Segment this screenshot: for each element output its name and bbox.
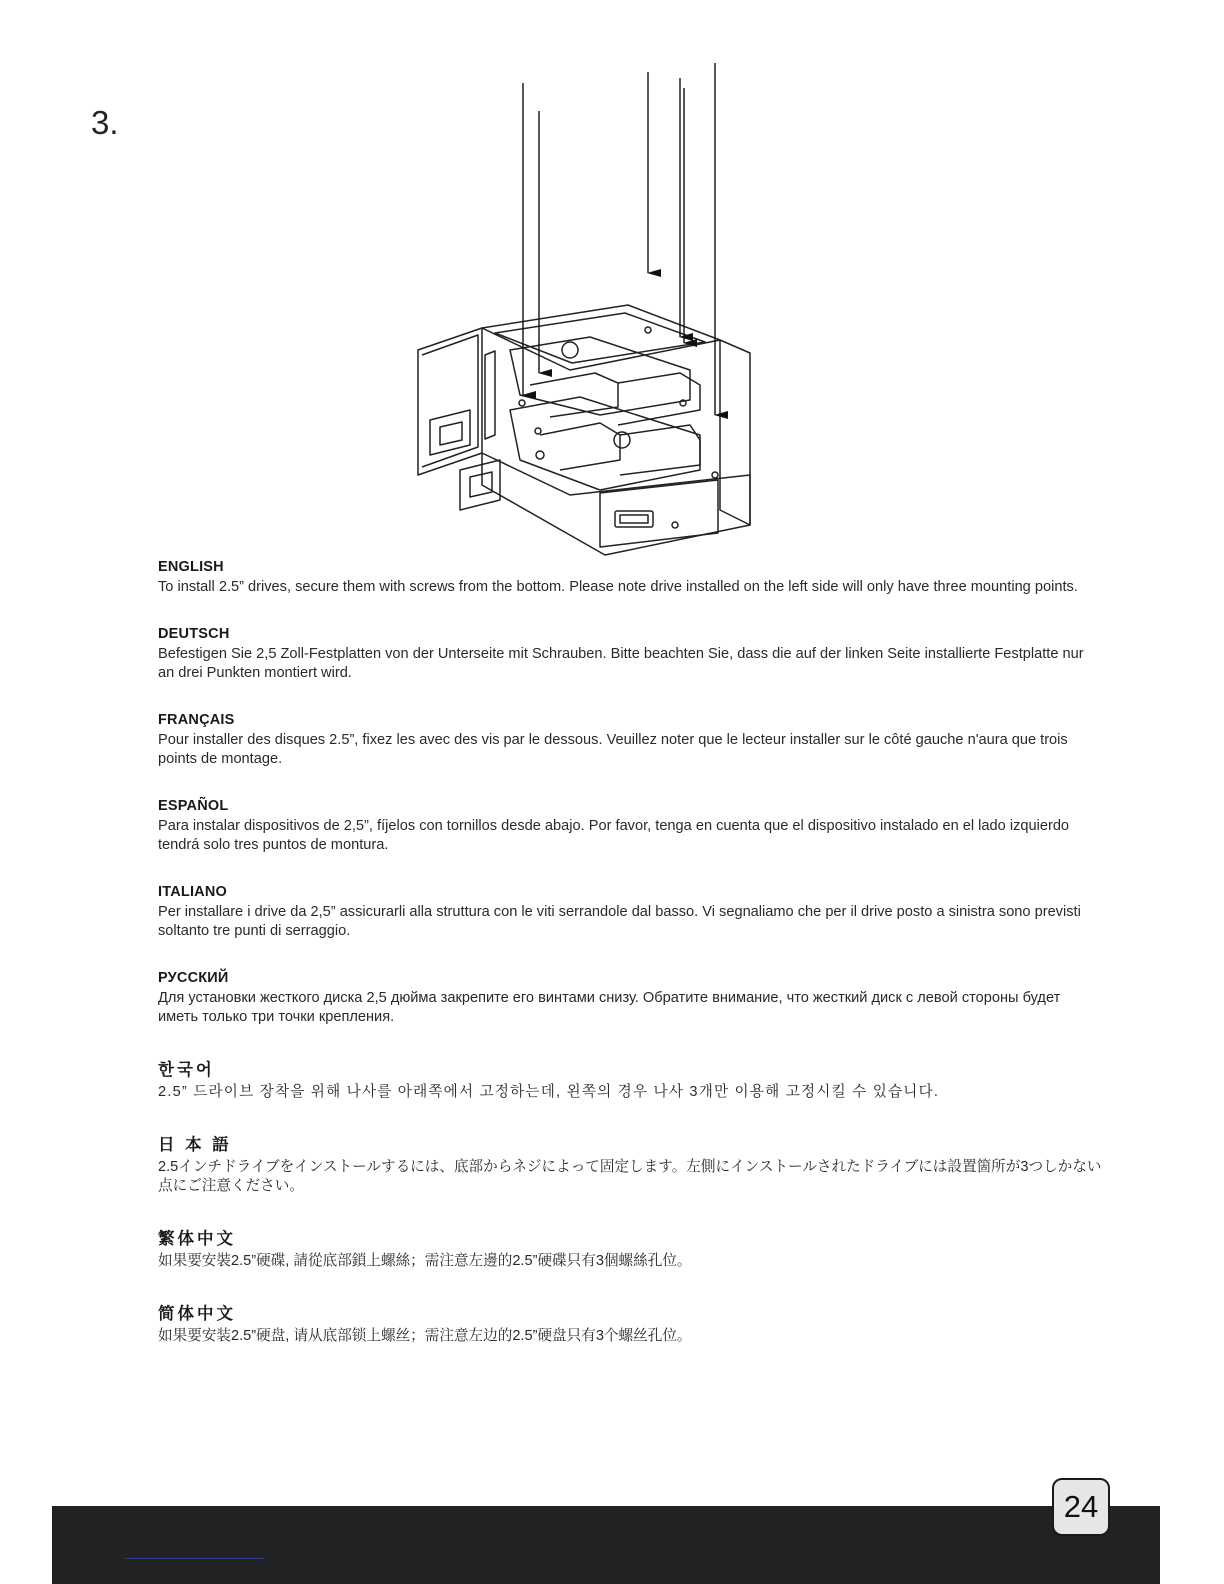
section-simplified-chinese: [158, 1300, 1103, 1346]
section-title: DEUTSCH: [158, 626, 230, 642]
section-body: Befestigen Sie 2,5 Zoll-Festplatten von der Unterseite mit Schrauben. Bitte beachten Sie, dass die auf der linken Seite installierte Festplatte nur an drei Punkten montiert wird.: [158, 646, 1084, 681]
sata-connector-upper: [430, 410, 470, 455]
section-japanese: [158, 1131, 1103, 1196]
section-body: 2.5インチドライブをインストールするには、底部からネジによって固定します。左側にインストールされたドライブには設置箇所が3つしかない点にご注意ください。: [158, 1159, 1102, 1194]
bracket-left-flange: [418, 328, 482, 475]
bracket-right-wall: [720, 340, 750, 525]
bracket-base-plate: [482, 453, 750, 555]
section-body: 如果要安裝2.5”硬碟, 請從底部鎖上螺絲；需注意左邊的2.5”硬碟只有3個螺絲孔位。: [158, 1253, 692, 1269]
section-title: 繁体中文: [158, 1230, 236, 1248]
section-body: Для установки жесткого диска 2,5 дюйма закрепите его винтами снизу. Обратите внимание, что жесткий диск с левой стороны будет иметь только три точки крепления.: [158, 990, 1061, 1025]
page-number-badge: 24: [1052, 1478, 1110, 1536]
section-title: РУССКИЙ: [158, 970, 229, 986]
section-title: 日 本 語: [158, 1136, 232, 1154]
section-title: ITALIANO: [158, 884, 227, 900]
section-traditional-chinese: [158, 1225, 1103, 1271]
sata-connector-lower: [460, 460, 500, 510]
section-body: 如果要安装2.5”硬盘, 请从底部锁上螺丝；需注意左边的2.5”硬盘只有3个螺丝孔位。: [158, 1328, 692, 1344]
step-number: 3.: [91, 104, 119, 141]
section-body: Para instalar dispositivos de 2,5”, fíjelos con tornillos desde abajo. Por favor, tenga en cuenta que el dispositivo instalado en el lado izquierdo tendrá solo tres puntos de montura.: [158, 818, 1070, 853]
instructions: [158, 559, 1103, 1375]
section-title: FRANÇAIS: [158, 712, 235, 728]
section-francais: [158, 712, 1103, 769]
section-title: ENGLISH: [158, 559, 224, 575]
section-title: 简体中文: [158, 1305, 236, 1323]
drive-tray-lower: [510, 397, 700, 490]
section-korean: [158, 1056, 1103, 1102]
footer-bar: [52, 1506, 1160, 1584]
section-espanol: [158, 798, 1103, 855]
section-body: 2.5” 드라이브 장착을 위해 나사를 아래쪽에서 고정하는데, 왼쪽의 경우 나사 3개만 이용해 고정시킬 수 있습니다.: [158, 1084, 940, 1100]
section-body: Per installare i drive da 2,5” assicurarli alla struttura con le viti serrandole dal basso. Vi segnaliamo che per il drive posto a sinistra sono previsti soltanto tre punti di serraggio.: [158, 904, 1081, 939]
section-italiano: [158, 884, 1103, 941]
section-english: [158, 559, 1103, 597]
drive-bracket-diagram: [400, 55, 780, 565]
section-title: ESPAÑOL: [158, 798, 229, 814]
section-body: To install 2.5” drives, secure them with screws from the bottom. Please note drive installed on the left side will only have three mounting points.: [158, 579, 1078, 595]
section-title: 한국어: [158, 1061, 215, 1079]
section-deutsch: [158, 626, 1103, 683]
section-russian: [158, 970, 1103, 1027]
footer-divider: [125, 1558, 265, 1559]
section-body: Pour installer des disques 2.5”, fixez les avec des vis par le dessous. Veuillez noter que le lecteur installer sur le côté gauche n'aura que trois points de montage.: [158, 732, 1068, 767]
